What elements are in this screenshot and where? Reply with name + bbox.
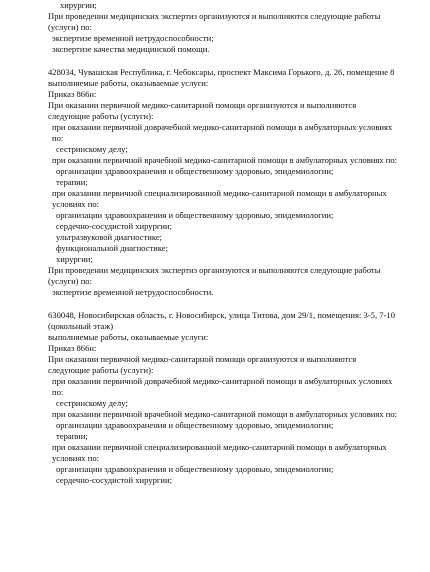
document-line: при оказании первичной доврачебной медико-санитарной помощи в амбулаторных условиях по: [52,122,393,143]
document-line: организации здравоохранения и общественному здоровью, эпидемиологии; [56,464,334,474]
document-line: при оказании первичной врачебной медико-санитарной помощи в амбулаторных условиях по: [52,155,398,165]
address-section-novosibirsk [48,310,398,486]
document-line: терапии; [56,177,88,187]
section-spacer [48,298,398,310]
document-line: экспертизе временной нетрудоспособности; [52,33,214,43]
document-line: хирургии; [60,0,97,10]
document-line: при оказании первичной специализированной медико-санитарной помощи в амбулаторных условиях по: [52,188,387,209]
document-line: сердечно-сосудистой хирургии; [56,221,173,231]
document-line: сестринскому делу; [56,398,128,408]
document-line: При оказании первичной медико-санитарной помощи организуются и выполняются следующие работы (услуги): [48,100,357,121]
document-line: организации здравоохранения и общественному здоровью, эпидемиологии; [56,420,334,430]
document-line: при оказании первичной специализированной медико-санитарной помощи в амбулаторных условиях по: [52,442,387,463]
document-line: Приказ 866н: [48,343,97,353]
section-spacer [48,55,398,67]
document-line: выполняемые работы, оказываемые услуги: [48,332,209,342]
address-section-cheboksary [48,67,398,298]
document-line: хирургии; [56,254,93,264]
document-line: экспертизе временной нетрудоспособности. [52,287,214,297]
document-line: организации здравоохранения и общественному здоровью, эпидемиологии; [56,210,334,220]
services-section-1 [48,0,398,55]
document-line: 630048, Новосибирская область, г. Новосибирск, улица Титова, дом 29/1, помещения: 3-5, 7-10 (цокольный этаж) [48,310,395,331]
document-line: При проведении медицинских экспертиз организуются и выполняются следующие работы (услуги) по: [48,265,381,286]
document-line: Приказ 866н: [48,89,97,99]
document-body [48,0,398,486]
document-line: сердечно-сосудистой хирургии; [56,475,173,485]
document-line: ультразвуковой диагностике; [56,232,163,242]
document-line: функциональной диагностике; [56,243,169,253]
document-line: экспертизе качества медицинской помощи. [52,44,210,54]
document-line: При проведении медицинских экспертиз организуются и выполняются следующие работы (услуги) по: [48,11,381,32]
document-line: сестринскому делу; [56,144,128,154]
document-line: 428034, Чувашская Республика, г. Чебоксары, проспект Максима Горького, д. 26, помещение 8 [48,67,395,77]
document-line: При оказании первичной медико-санитарной помощи организуются и выполняются следующие работы (услуги): [48,354,357,375]
document-line: при оказании первичной врачебной медико-санитарной помощи в амбулаторных условиях по: [52,409,398,419]
document-line: выполняемые работы, оказываемые услуги: [48,78,209,88]
document-line: терапии; [56,431,88,441]
document-line: при оказании первичной доврачебной медико-санитарной помощи в амбулаторных условиях по: [52,376,393,397]
document-line: организации здравоохранения и общественному здоровью, эпидемиологии; [56,166,334,176]
